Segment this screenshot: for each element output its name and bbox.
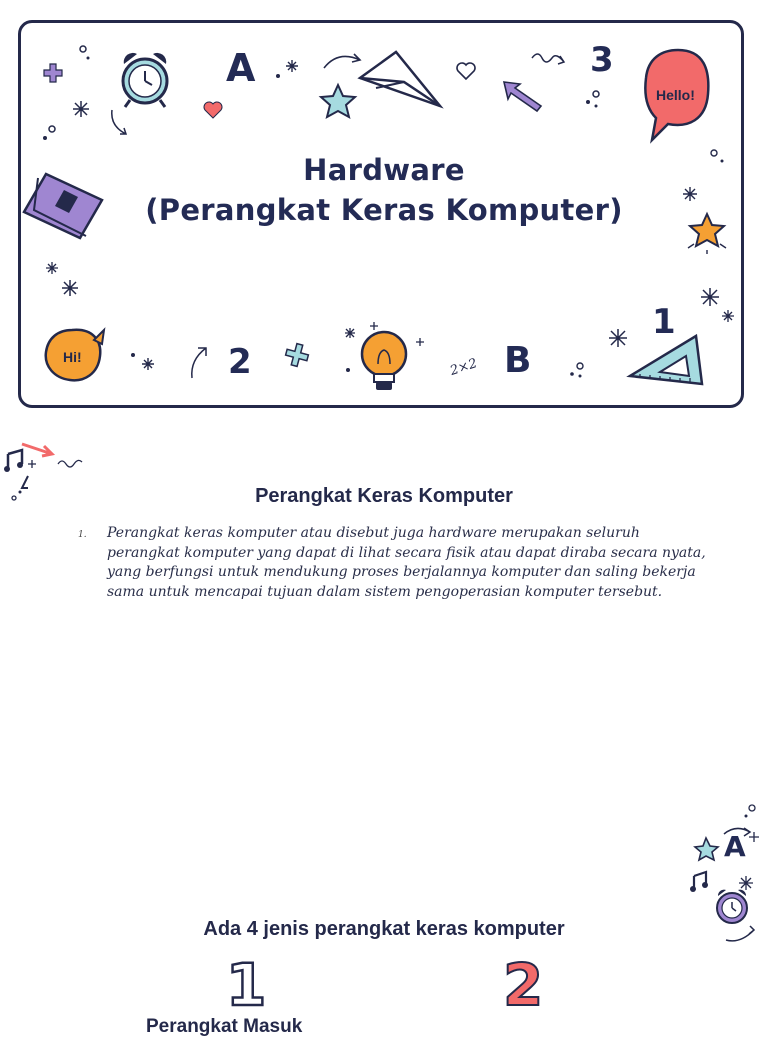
type-1-label: Perangkat Masuk	[146, 1016, 303, 1037]
sparkle-cluster-icon	[698, 286, 738, 326]
slide-title-line2: (Perangkat Keras Komputer)	[145, 193, 623, 227]
curved-arrow-icon	[108, 108, 130, 138]
slide-title-line1: Hardware	[303, 153, 465, 187]
slide-title	[80, 150, 688, 230]
heart-outline-icon	[454, 60, 478, 82]
light-bulb-icon	[342, 320, 432, 396]
number-2-badge: 2	[503, 951, 544, 1019]
alarm-clock-icon	[112, 44, 178, 110]
description-paragraph: Perangkat keras komputer atau disebut juga hardware merupakan seluruh perangkat komputer yang dapat di lihat secara fisik atau dapat diraba secara nyata, yang berfungsi untuk mendukung proses berjalannya komputer dan saling bekerja sama untuk mencapai tujuan dalam sistem pengoperasian komputer tersebut.	[107, 525, 706, 600]
star-icon	[684, 210, 730, 256]
letter-b-doodle: B	[504, 340, 532, 381]
curved-arrow-icon	[188, 344, 210, 380]
formula-doodle: 2×2	[448, 356, 480, 379]
sparkle-icon	[682, 186, 698, 202]
section-heading: Perangkat Keras Komputer	[255, 485, 513, 507]
sparkle-icon	[72, 100, 90, 118]
number-1-badge: 1	[226, 951, 267, 1019]
plus-icon	[284, 342, 310, 368]
sparkle-cluster-icon	[46, 262, 82, 300]
number-3-doodle: 3	[590, 40, 614, 80]
number-2-doodle: 2	[228, 342, 252, 382]
list-number: 1.	[78, 530, 87, 540]
letter-a-doodle: A	[226, 46, 256, 90]
purple-arrow-icon	[500, 78, 546, 112]
plus-icon	[42, 62, 64, 84]
paper-plane-icon	[356, 50, 446, 110]
dots-icon	[580, 88, 604, 110]
sparkle-dots-icon	[128, 350, 158, 374]
sparkle-dots-icon	[272, 58, 302, 82]
dots-icon	[566, 360, 588, 380]
number-1-doodle: 1	[652, 302, 676, 342]
hello-bubble-text: Hello!	[656, 87, 695, 103]
sparkle-icon	[608, 328, 628, 348]
triangle-ruler-icon	[626, 332, 706, 388]
star-icon	[318, 82, 358, 122]
heart-icon	[202, 100, 224, 120]
types-heading: Ada 4 jenis perangkat keras komputer	[203, 918, 565, 940]
dots-icon	[708, 148, 728, 166]
dots-icon	[78, 44, 92, 62]
letter-a-doodle-small: A	[724, 830, 746, 863]
hi-bubble-text: Hi!	[63, 349, 82, 365]
dots-icon	[40, 124, 58, 144]
squiggle-arrow-icon	[530, 48, 570, 78]
book-icon	[30, 166, 102, 242]
